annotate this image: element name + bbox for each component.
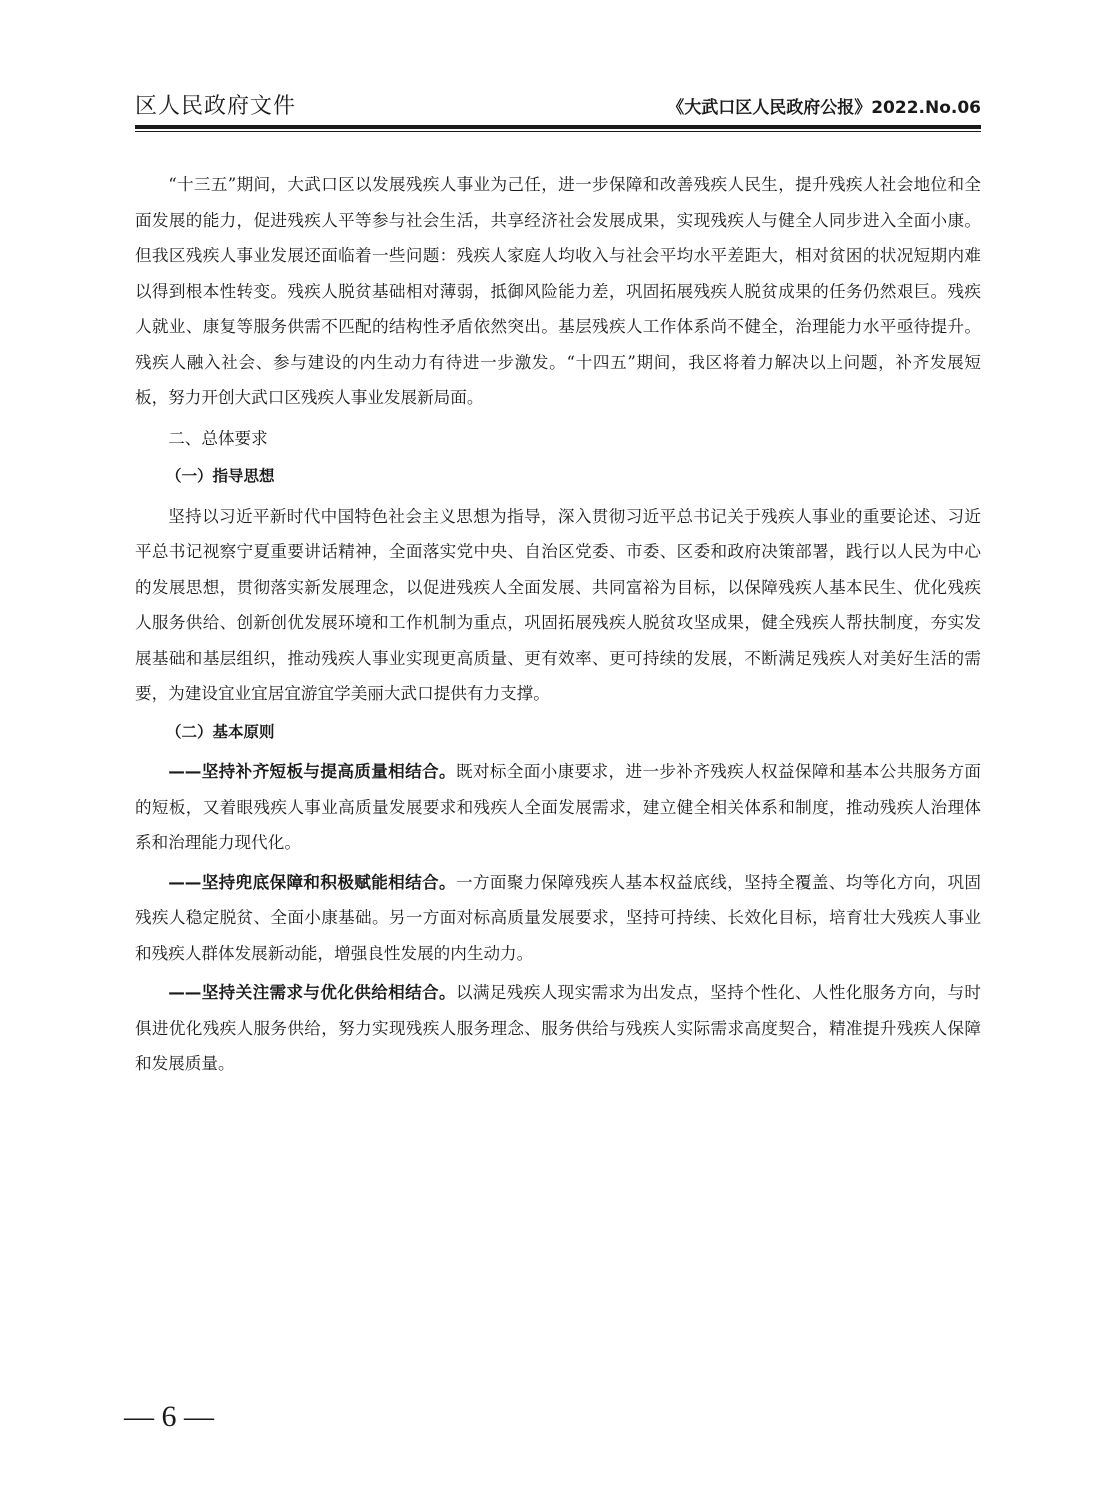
principle-text: 既对标全面小康要求，进一步补齐残疾人权益保障和基本公共服务方面的短板，又着眼残疾人事业高质量发展要求和残疾人全面发展需求，建立健全相关体系和制度，推动残疾人治理体系和治理能力现代化。	[135, 762, 982, 852]
publication-title: 《大武口区人民政府公报》2022.No.06	[667, 98, 981, 118]
document-body	[135, 167, 981, 1082]
page-header	[135, 92, 981, 124]
section-heading: 二、总体要求	[168, 428, 268, 448]
header-rule-thin	[135, 131, 981, 132]
principles-heading: （二）基本原则	[166, 722, 275, 741]
principle-lead: ——坚持关注需求与优化供给相结合。	[168, 983, 456, 1002]
principle-lead: ——坚持兜底保障和积极赋能相结合。	[168, 872, 456, 892]
principle-text: 以满足残疾人现实需求为出发点，坚持个性化、人性化服务方向，与时俱进优化残疾人服务供给，努力实现残疾人服务理念、服务供给与残疾人实际需求高度契合，精准提升残疾人保障和发展质量。	[135, 983, 982, 1073]
principle-paragraph-2	[135, 865, 981, 972]
guiding-heading: （一）指导思想	[166, 467, 275, 485]
page-number: — 6 —	[124, 1400, 214, 1433]
principle-text: 一方面聚力保障残疾人基本权益底线，坚持全覆盖、均等化方向，巩固残疾人稳定脱贫、全面小康基础。另一方面对标高质量发展要求，坚持可持续、长效化目标，培育壮大残疾人事业和残疾人群体发展新动能，增强良性发展的内生动力。	[135, 872, 982, 963]
intro-paragraph: “十三五”期间，大武口区以发展残疾人事业为己任，进一步保障和改善残疾人民生，提升残疾人社会地位和全面发展的能力，促进残疾人平等参与社会生活，共享经济社会发展成果，实现残疾人与健全人同步进入全面小康。但我区残疾人事业发展还面临着一些问题：残疾人家庭人均收入与社会平均水平差距大，相对贫困的状况短期内难以得到根本性转变。残疾人脱贫基础相对薄弱，抵御风险能力差，巩固拓展残疾人脱贫成果的任务仍然艰巨。残疾人就业、康复等服务供需不匹配的结构性矛盾依然突出。基层残疾人工作体系尚不健全，治理能力水平亟待提升。残疾人融入社会、参与建设的内生动力有待进一步激发。“十四五”期间，我区将着力解决以上问题，补齐发展短板，努力开创大武口区残疾人事业发展新局面。	[135, 175, 981, 407]
guiding-paragraph: 坚持以习近平新时代中国特色社会主义思想为指导，深入贯彻习近平总书记关于残疾人事业的重要论述、习近平总书记视察宁夏重要讲话精神，全面落实党中央、自治区党委、市委、区委和政府决策部署，践行以人民为中心的发展思想，贯彻落实新发展理念，以促进残疾人全面发展、共同富裕为目标，以保障残疾人基本民生、优化残疾人服务供给、创新创优发展环境和工作机制为重点，巩固拓展残疾人脱贫攻坚成果，健全残疾人帮扶制度，夯实发展基础和基层组织，推动残疾人事业实现更高质量、更有效率、更可持续的发展，不断满足残疾人对美好生活的需要，为建设宜业宜居宜游宜学美丽大武口提供有力支撑。	[135, 506, 981, 703]
principle-paragraph-1	[135, 754, 981, 861]
principle-lead: ——坚持补齐短板与提高质量相结合。	[168, 762, 456, 781]
section-label: 区人民政府文件	[135, 94, 297, 119]
header-rule-thick	[135, 125, 981, 129]
principle-paragraph-3	[135, 975, 981, 1082]
